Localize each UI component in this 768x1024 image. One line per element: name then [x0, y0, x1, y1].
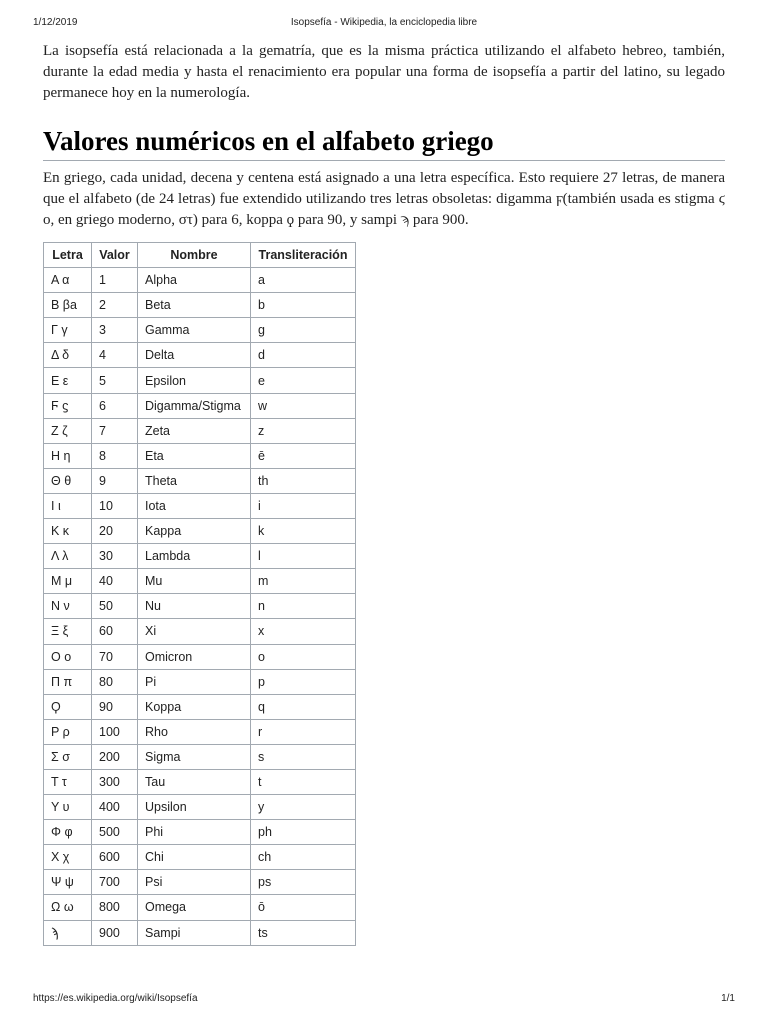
cell-nombre: Tau: [138, 769, 251, 794]
cell-nombre: Chi: [138, 845, 251, 870]
print-page-title: Isopsefía - Wikipedia, la enciclopedia libre: [290, 17, 478, 28]
table-row: [44, 393, 356, 418]
cell-nombre: Epsilon: [138, 368, 251, 393]
cell-letra: Η η: [44, 443, 92, 468]
cell-letra: Ϙ: [44, 694, 92, 719]
cell-transliteracion: w: [251, 393, 356, 418]
cell-valor: 400: [92, 795, 138, 820]
cell-transliteracion: ch: [251, 845, 356, 870]
cell-nombre: Xi: [138, 619, 251, 644]
header-valor: Valor: [92, 243, 138, 268]
cell-valor: 2: [92, 293, 138, 318]
table-row: [44, 519, 356, 544]
cell-valor: 20: [92, 519, 138, 544]
cell-nombre: Eta: [138, 443, 251, 468]
cell-letra: Υ υ: [44, 795, 92, 820]
table-row: [44, 443, 356, 468]
cell-transliteracion: d: [251, 343, 356, 368]
cell-transliteracion: x: [251, 619, 356, 644]
table-row: [44, 845, 356, 870]
cell-letra: ϡ: [44, 920, 92, 945]
cell-nombre: Gamma: [138, 318, 251, 343]
table-row: [44, 594, 356, 619]
table-row: [44, 343, 356, 368]
cell-letra: Ρ ρ: [44, 719, 92, 744]
cell-nombre: Zeta: [138, 418, 251, 443]
cell-transliteracion: ph: [251, 820, 356, 845]
cell-transliteracion: ts: [251, 920, 356, 945]
cell-transliteracion: s: [251, 744, 356, 769]
table-row: [44, 870, 356, 895]
cell-nombre: Koppa: [138, 694, 251, 719]
cell-letra: Ψ ψ: [44, 870, 92, 895]
print-footer: [33, 993, 735, 1007]
section-paragraph: En griego, cada unidad, decena y centena está asignado a una letra específica. Esto requiere 27 letras, de manera que el alfabeto (de 24 letras) fue extendido utilizando tres letras obsoletas: digamma ϝ(también usada es stigma ϛ ο, en griego moderno, στ) para 6, koppa ϙ para 90, y sampi ϡ para 900.: [43, 170, 725, 228]
cell-letra: Ν ν: [44, 594, 92, 619]
cell-nombre: Beta: [138, 293, 251, 318]
cell-valor: 700: [92, 870, 138, 895]
cell-transliteracion: ō: [251, 895, 356, 920]
cell-letra: Γ γ: [44, 318, 92, 343]
table-row: [44, 795, 356, 820]
cell-valor: 60: [92, 619, 138, 644]
cell-nombre: Psi: [138, 870, 251, 895]
cell-transliteracion: m: [251, 569, 356, 594]
cell-letra: Τ τ: [44, 769, 92, 794]
cell-transliteracion: e: [251, 368, 356, 393]
cell-letra: Ζ ζ: [44, 418, 92, 443]
cell-valor: 600: [92, 845, 138, 870]
cell-letra: Ω ω: [44, 895, 92, 920]
cell-valor: 7: [92, 418, 138, 443]
cell-transliteracion: g: [251, 318, 356, 343]
table-row: [44, 418, 356, 443]
table-body: [44, 268, 356, 946]
cell-letra: Φ φ: [44, 820, 92, 845]
cell-nombre: Digamma/Stigma: [138, 393, 251, 418]
cell-nombre: Mu: [138, 569, 251, 594]
cell-transliteracion: r: [251, 719, 356, 744]
table-row: [44, 769, 356, 794]
cell-nombre: Upsilon: [138, 795, 251, 820]
cell-valor: 80: [92, 669, 138, 694]
cell-nombre: Iota: [138, 493, 251, 518]
cell-valor: 40: [92, 569, 138, 594]
cell-letra: Π π: [44, 669, 92, 694]
cell-transliteracion: n: [251, 594, 356, 619]
cell-valor: 8: [92, 443, 138, 468]
table-row: [44, 644, 356, 669]
cell-letra: Χ χ: [44, 845, 92, 870]
table-row: [44, 569, 356, 594]
cell-transliteracion: l: [251, 544, 356, 569]
cell-valor: 1: [92, 268, 138, 293]
cell-valor: 5: [92, 368, 138, 393]
cell-valor: 4: [92, 343, 138, 368]
cell-letra: Ε ε: [44, 368, 92, 393]
table-row: [44, 694, 356, 719]
cell-letra: Δ δ: [44, 343, 92, 368]
cell-valor: 10: [92, 493, 138, 518]
cell-valor: 9: [92, 468, 138, 493]
cell-letra: Ο ο: [44, 644, 92, 669]
cell-nombre: Theta: [138, 468, 251, 493]
cell-letra: Θ θ: [44, 468, 92, 493]
cell-nombre: Lambda: [138, 544, 251, 569]
cell-transliteracion: t: [251, 769, 356, 794]
cell-valor: 800: [92, 895, 138, 920]
table-row: [44, 619, 356, 644]
cell-valor: 6: [92, 393, 138, 418]
table-row: [44, 895, 356, 920]
cell-letra: Α α: [44, 268, 92, 293]
section-heading: Valores numéricos en el alfabeto griego: [43, 125, 725, 161]
cell-transliteracion: o: [251, 644, 356, 669]
cell-valor: 3: [92, 318, 138, 343]
numeric-values-table: [43, 242, 356, 946]
cell-transliteracion: y: [251, 795, 356, 820]
header-transliteracion: Transliteración: [251, 243, 356, 268]
cell-nombre: Delta: [138, 343, 251, 368]
cell-nombre: Kappa: [138, 519, 251, 544]
cell-nombre: Rho: [138, 719, 251, 744]
table-row: [44, 920, 356, 945]
print-date: 1/12/2019: [33, 17, 78, 28]
table-row: [44, 318, 356, 343]
print-header: [33, 17, 735, 31]
intro-paragraph: La isopsefía está relacionada a la gematría, que es la misma práctica utilizando el alfabeto hebreo, también, durante la edad media y hasta el renacimiento era popular una forma de isopsefía a partir del latino, su legado permanece hoy en la numerología.: [43, 43, 725, 101]
cell-valor: 300: [92, 769, 138, 794]
table-row: [44, 719, 356, 744]
header-nombre: Nombre: [138, 243, 251, 268]
table-header-row: [44, 243, 356, 268]
cell-transliteracion: b: [251, 293, 356, 318]
cell-transliteracion: ē: [251, 443, 356, 468]
cell-transliteracion: z: [251, 418, 356, 443]
cell-letra: Μ μ: [44, 569, 92, 594]
cell-valor: 30: [92, 544, 138, 569]
cell-nombre: Alpha: [138, 268, 251, 293]
cell-nombre: Sampi: [138, 920, 251, 945]
cell-transliteracion: ps: [251, 870, 356, 895]
table-row: [44, 669, 356, 694]
cell-nombre: Nu: [138, 594, 251, 619]
cell-valor: 900: [92, 920, 138, 945]
cell-transliteracion: p: [251, 669, 356, 694]
page-url: https://es.wikipedia.org/wiki/Isopsefía: [33, 993, 198, 1004]
cell-valor: 50: [92, 594, 138, 619]
cell-nombre: Omicron: [138, 644, 251, 669]
cell-letra: Λ λ: [44, 544, 92, 569]
header-letra: Letra: [44, 243, 92, 268]
cell-valor: 70: [92, 644, 138, 669]
cell-transliteracion: a: [251, 268, 356, 293]
table-row: [44, 268, 356, 293]
table-row: [44, 368, 356, 393]
page-number: 1/1: [721, 993, 735, 1004]
cell-valor: 100: [92, 719, 138, 744]
table-row: [44, 468, 356, 493]
cell-letra: Σ σ: [44, 744, 92, 769]
cell-letra: Ξ ξ: [44, 619, 92, 644]
cell-letra: Ϝ ϛ: [44, 393, 92, 418]
cell-nombre: Sigma: [138, 744, 251, 769]
cell-letra: Ι ι: [44, 493, 92, 518]
cell-valor: 200: [92, 744, 138, 769]
cell-letra: Κ κ: [44, 519, 92, 544]
table-row: [44, 544, 356, 569]
cell-transliteracion: q: [251, 694, 356, 719]
table-row: [44, 293, 356, 318]
cell-nombre: Pi: [138, 669, 251, 694]
cell-valor: 90: [92, 694, 138, 719]
table-row: [44, 744, 356, 769]
cell-nombre: Phi: [138, 820, 251, 845]
table-row: [44, 493, 356, 518]
table-row: [44, 820, 356, 845]
cell-nombre: Omega: [138, 895, 251, 920]
cell-valor: 500: [92, 820, 138, 845]
article-content: [43, 41, 725, 946]
cell-letra: Β βa: [44, 293, 92, 318]
cell-transliteracion: i: [251, 493, 356, 518]
cell-transliteracion: k: [251, 519, 356, 544]
cell-transliteracion: th: [251, 468, 356, 493]
